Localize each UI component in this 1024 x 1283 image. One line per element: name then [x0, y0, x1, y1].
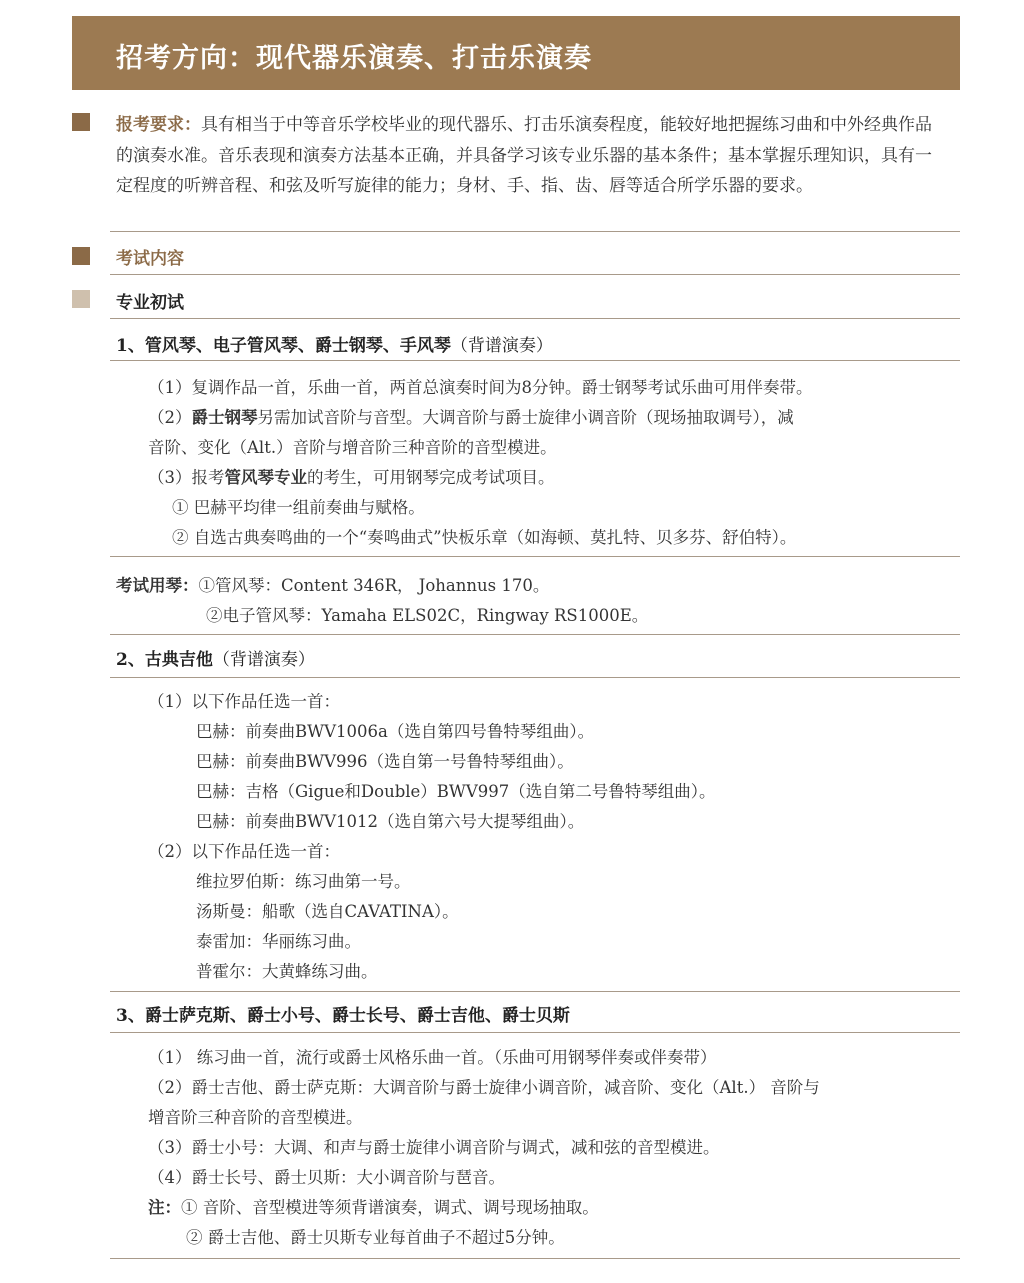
preliminary-heading: 专业初试 [116, 293, 184, 313]
section-1-item-2-cont: 音阶、变化（Alt.）音阶与增音阶三种音阶的音型模进。 [148, 438, 557, 457]
divider [110, 1258, 960, 1259]
note-1: 注：① 音阶、音型模进等须背谱演奏，调式、调号现场抽取。 [148, 1198, 599, 1217]
bullet-square [72, 290, 90, 308]
divider [110, 556, 960, 557]
requirements-label: 报考要求： [116, 115, 201, 135]
exam-content-heading: 考试内容 [116, 249, 184, 269]
divider [110, 991, 960, 992]
section-3-item-1: （1） 练习曲一首，流行或爵士风格乐曲一首。（乐曲可用钢琴伴奏或伴奏带） [148, 1048, 717, 1067]
note-2: ② 爵士吉他、爵士贝斯专业每首曲子不超过5分钟。 [186, 1228, 565, 1247]
divider [110, 231, 960, 232]
section-2-title: 2、古典吉他（背谱演奏） [116, 650, 315, 670]
requirements-text: 具有相当于中等音乐学校毕业的现代器乐、打击乐演奏程度，能较好地把握练习曲和中外经典作品的演奏水准。音乐表现和演奏方法基本正确，并具备学习该专业乐器的基本条件；基本掌握乐理知识，具有一定程度的听辨音程、和弦及听写旋律的能力；身材、手、指、齿、唇等适合所学乐器的要求。 [116, 115, 932, 196]
section-1-item-1: （1）复调作品一首，乐曲一首，两首总演奏时间为8分钟。爵士钢琴考试乐曲可用伴奏带。 [148, 378, 813, 397]
section-1-sub-2: ② 自选古典奏鸣曲的一个“奏鸣曲式”快板乐章（如海顿、莫扎特、贝多芬、舒伯特）。 [172, 528, 797, 547]
work-item: 汤斯曼：船歌（选自CAVATINA）。 [196, 902, 459, 921]
section-1-item-3: （3）报考管风琴专业的考生，可用钢琴完成考试项目。 [148, 468, 555, 487]
work-item: 维拉罗伯斯：练习曲第一号。 [196, 872, 411, 891]
header-banner [72, 16, 960, 90]
divider [110, 634, 960, 635]
section-3-title: 3、爵士萨克斯、爵士小号、爵士长号、爵士吉他、爵士贝斯 [116, 1006, 570, 1026]
divider [110, 677, 960, 678]
section-1-title: 1、管风琴、电子管风琴、爵士钢琴、手风琴（背谱演奏） [116, 336, 553, 356]
section-2-group-2: （2）以下作品任选一首： [148, 842, 340, 861]
section-1-sub-1: ① 巴赫平均律一组前奏曲与赋格。 [172, 498, 425, 517]
divider [110, 360, 960, 361]
work-item: 巴赫：吉格（Gigue和Double）BWV997（选自第二号鲁特琴组曲）。 [196, 782, 716, 801]
work-item: 泰雷加：华丽练习曲。 [196, 932, 361, 951]
instruments-line-2: ②电子管风琴：Yamaha ELS02C，Ringway RS1000E。 [206, 606, 649, 625]
section-3-item-2: （2）爵士吉他、爵士萨克斯：大调音阶与爵士旋律小调音阶，减音阶、变化（Alt.） 音阶与 [148, 1078, 820, 1097]
divider [110, 318, 960, 319]
instruments-line-1: 考试用琴：①管风琴：Content 346R， Johannus 170。 [116, 576, 550, 595]
section-2-group-1: （1）以下作品任选一首： [148, 692, 340, 711]
bullet-square [72, 113, 90, 131]
section-3-item-3: （3）爵士小号：大调、和声与爵士旋律小调音阶与调式，减和弦的音型模进。 [148, 1138, 720, 1157]
divider [110, 274, 960, 275]
divider [110, 1032, 960, 1033]
page-title: 招考方向：现代器乐演奏、打击乐演奏 [116, 43, 592, 74]
section-3-item-2-cont: 增音阶三种音阶的音型模进。 [148, 1108, 363, 1127]
work-item: 普霍尔：大黄蜂练习曲。 [196, 962, 378, 981]
section-3-item-4: （4）爵士长号、爵士贝斯：大小调音阶与琶音。 [148, 1168, 505, 1187]
section-1-item-2: （2）爵士钢琴另需加试音阶与音型。大调音阶与爵士旋律小调音阶（现场抽取调号），减 [148, 408, 794, 427]
requirements-paragraph [116, 110, 936, 202]
work-item: 巴赫：前奏曲BWV996（选自第一号鲁特琴组曲）。 [196, 752, 574, 771]
bullet-square [72, 247, 90, 265]
work-item: 巴赫：前奏曲BWV1012（选自第六号大提琴组曲）。 [196, 812, 585, 831]
work-item: 巴赫：前奏曲BWV1006a（选自第四号鲁特琴组曲）。 [196, 722, 595, 741]
